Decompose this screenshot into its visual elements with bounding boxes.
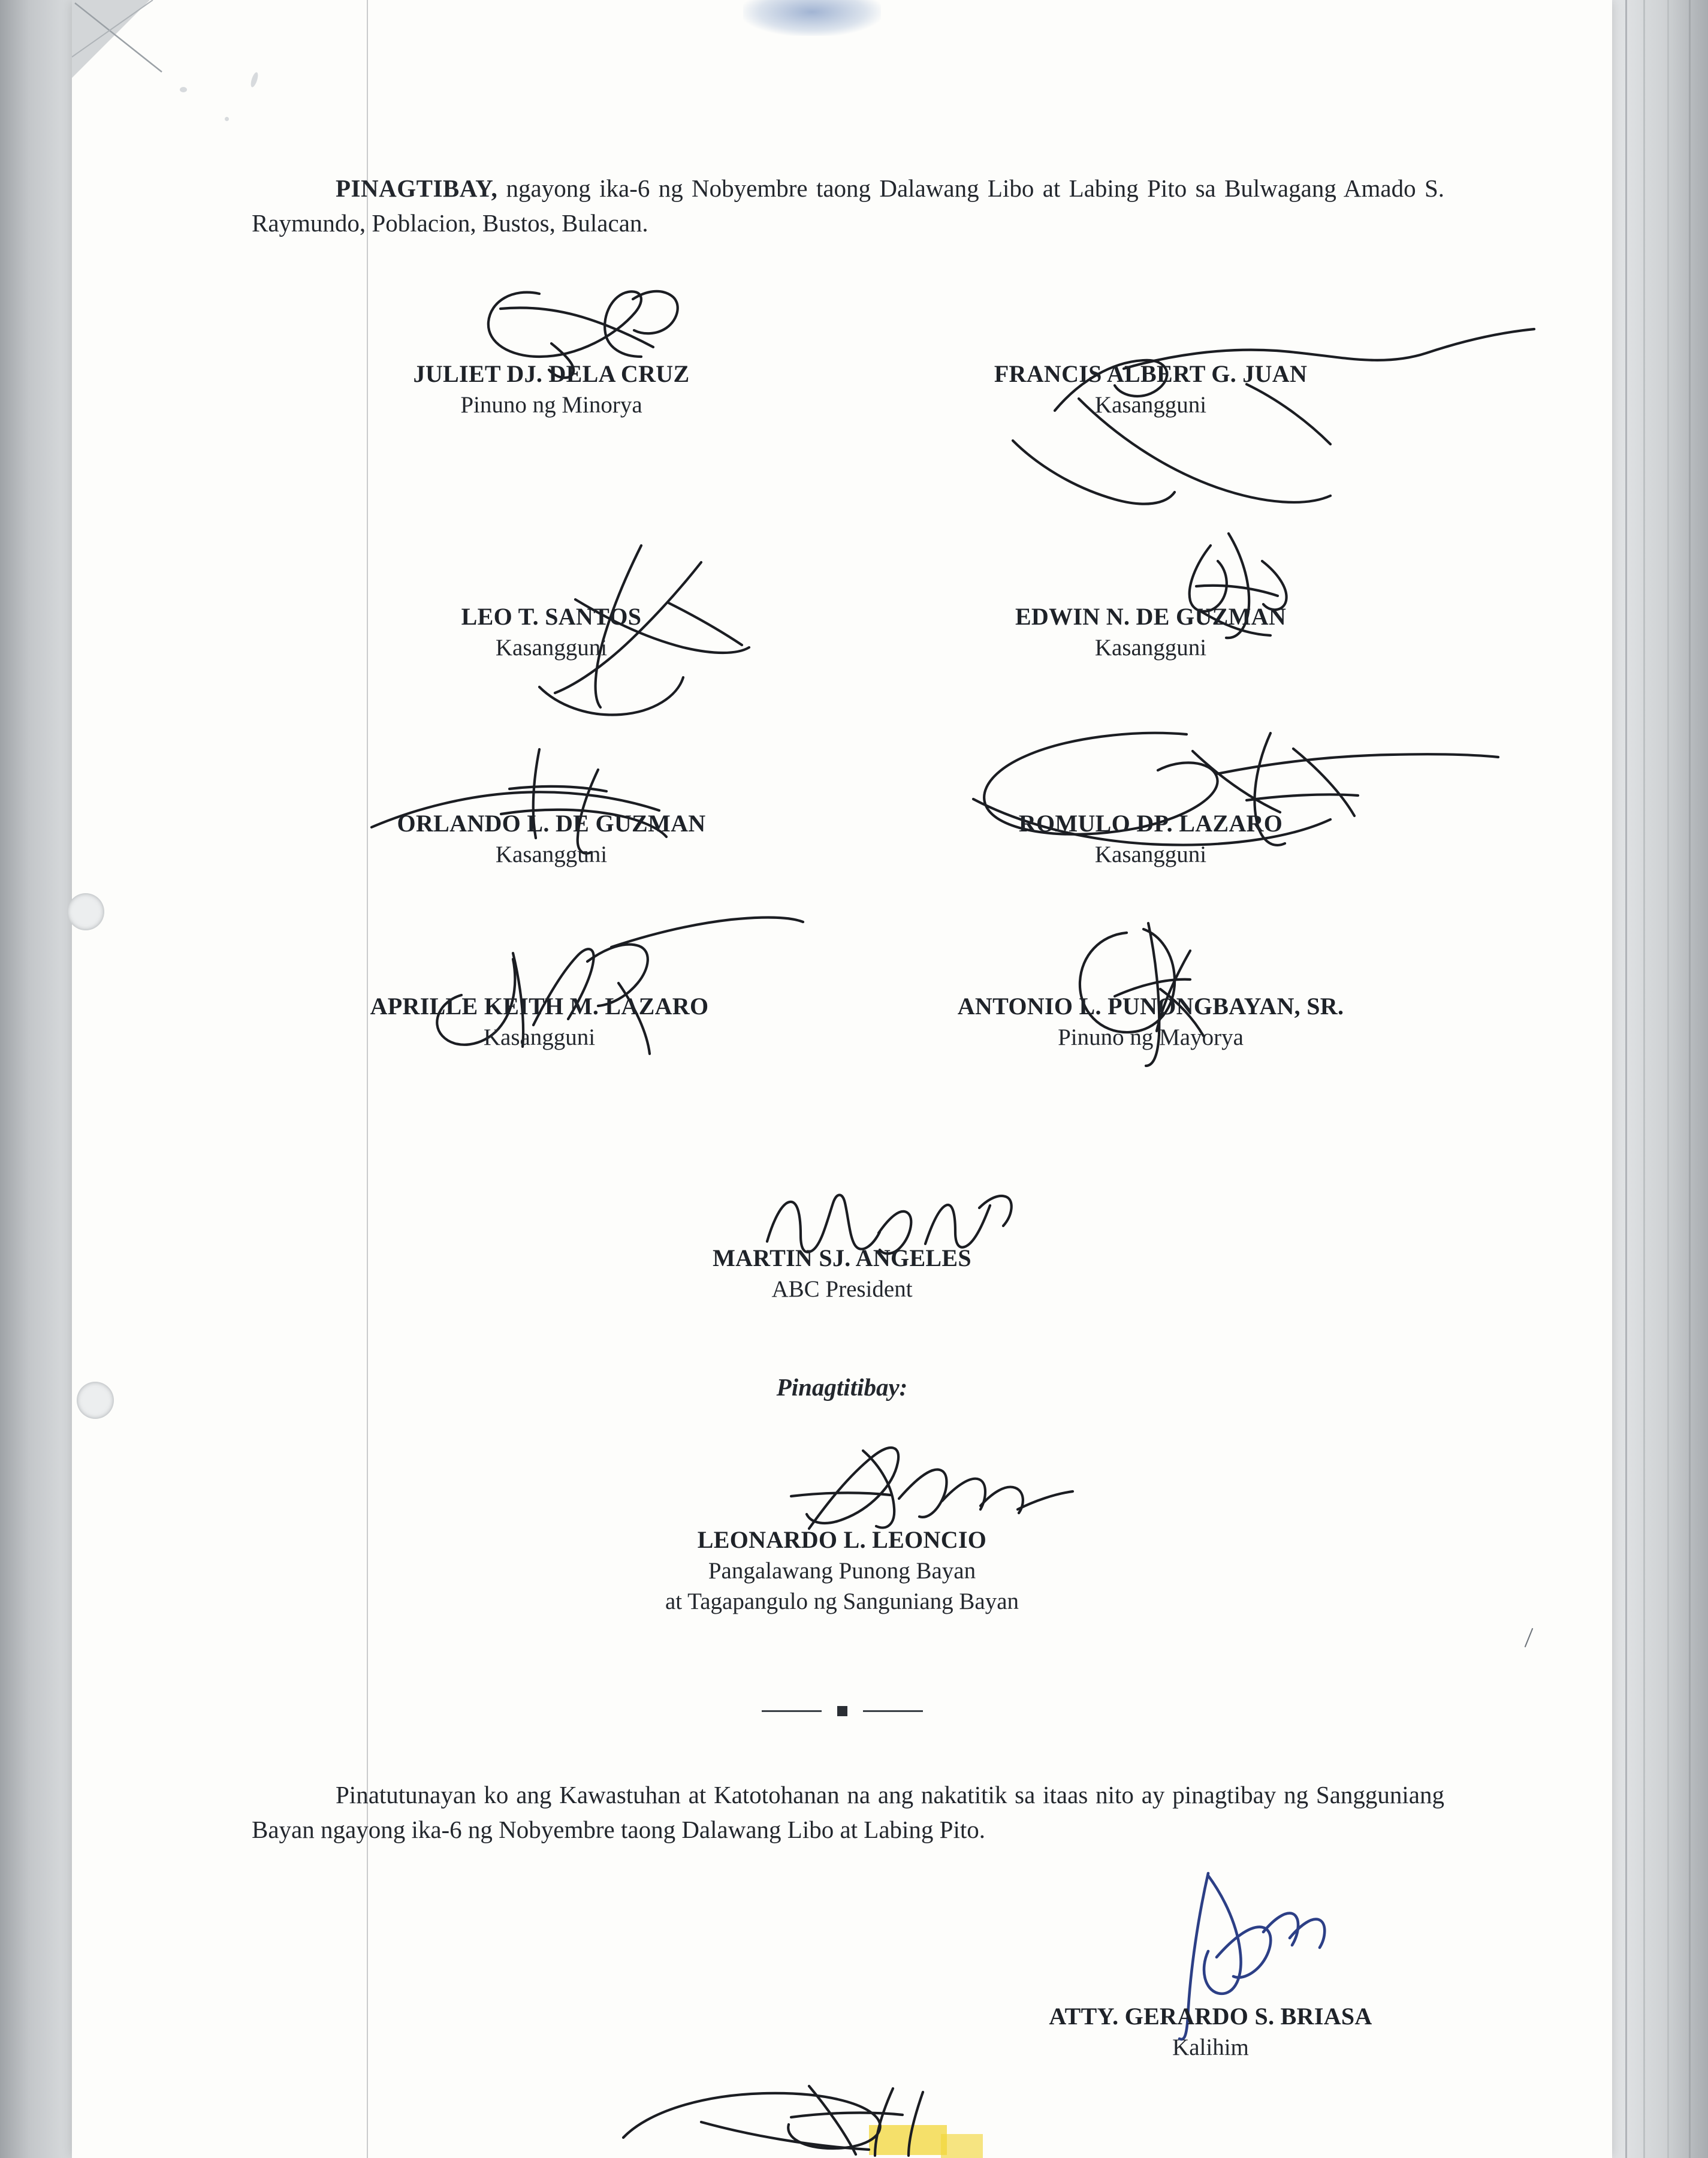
signatory-block-2 <box>324 602 779 661</box>
signatory-block-3 <box>923 602 1378 661</box>
signatory-name: FRANCIS ALBERT G. JUAN <box>994 360 1308 387</box>
signatory-title: Pinuno ng Mayorya <box>1058 1024 1244 1050</box>
presiding-officer-block <box>72 1526 1612 1615</box>
signatory-block-1 <box>923 360 1378 418</box>
enactment-rest-text: ngayong ika-6 ng Nobyembre taong Dalawang Libo at Labing Pito sa Bulwagang Amado S. Raymundo, Poblacion, Bustos, Bulacan. <box>252 174 1444 237</box>
presiding-officer-title-line2: at Tagapangulo ng Sanguniang Bayan <box>665 1589 1019 1614</box>
signatory-name: APRILLE KEITH M. LAZARO <box>370 993 709 1020</box>
divider-line-right <box>863 1710 923 1712</box>
signatory-title: Kasangguni <box>1094 842 1207 867</box>
signature-francis-juan <box>995 327 1546 525</box>
signature-leonardo-leoncio <box>773 1439 1085 1535</box>
abc-president-title: ABC President <box>771 1276 913 1302</box>
signatory-name: LEO T. SANTOS <box>461 603 642 630</box>
secretary-block <box>983 2002 1438 2061</box>
signatory-title: Kasangguni <box>483 1024 596 1050</box>
abc-president-name: MARTIN SJ. ANGELES <box>713 1244 971 1271</box>
certification-paragraph: Pinatutunayan ko ang Kawastuhan at Katotohanan na ang nakatitik sa itaas nito ay pinagtibay ng Sangguniang Bayan ngayong ika-6 ng Nobyembre taong Dalawang Libo at Labing Pito. <box>252 1781 1444 1844</box>
signatory-name: ORLANDO L. DE GUZMAN <box>397 810 706 837</box>
signatory-title: Kasangguni <box>1094 392 1207 418</box>
secretary-name: ATTY. GERARDO S. BRIASA <box>1049 2003 1372 2030</box>
secretary-title: Kalihim <box>1172 2035 1249 2060</box>
signatory-name: JULIET DJ. DELA CRUZ <box>413 360 690 387</box>
signatory-name: ROMULO DP. LAZARO <box>1018 810 1283 837</box>
section-divider <box>72 1705 1612 1716</box>
signatory-title: Pinuno ng Minorya <box>460 392 642 418</box>
scanner-bed-right-edge <box>1612 0 1708 2158</box>
signatory-block-4 <box>324 809 779 868</box>
document-sheet <box>72 0 1612 2158</box>
scanner-bed-left-edge <box>0 0 72 2158</box>
signatory-block-5 <box>923 809 1378 868</box>
attestation-label: Pinagtitibay: <box>776 1373 908 1401</box>
signatory-title: Kasangguni <box>495 842 608 867</box>
divider-square <box>837 1706 847 1716</box>
signatory-title: Kasangguni <box>495 635 608 661</box>
presiding-officer-name: LEONARDO L. LEONCIO <box>697 1526 987 1553</box>
signatory-block-0 <box>324 360 779 418</box>
document-body <box>72 0 1612 2158</box>
enactment-paragraph <box>252 171 1444 240</box>
signatory-block-6 <box>312 992 767 1051</box>
divider-line-left <box>762 1710 822 1712</box>
enactment-lead-word: PINAGTIBAY, <box>336 174 498 202</box>
presiding-officer-title-line1: Pangalawang Punong Bayan <box>708 1558 976 1584</box>
signatory-title: Kasangguni <box>1094 635 1207 661</box>
signature-bottom-partial <box>611 2080 1031 2158</box>
signatory-name: ANTONIO L. PUNONGBAYAN, SR. <box>957 993 1344 1020</box>
signatory-name: EDWIN N. DE GUZMAN <box>1015 603 1287 630</box>
abc-president-block <box>72 1244 1612 1303</box>
signatory-block-7 <box>923 992 1378 1051</box>
